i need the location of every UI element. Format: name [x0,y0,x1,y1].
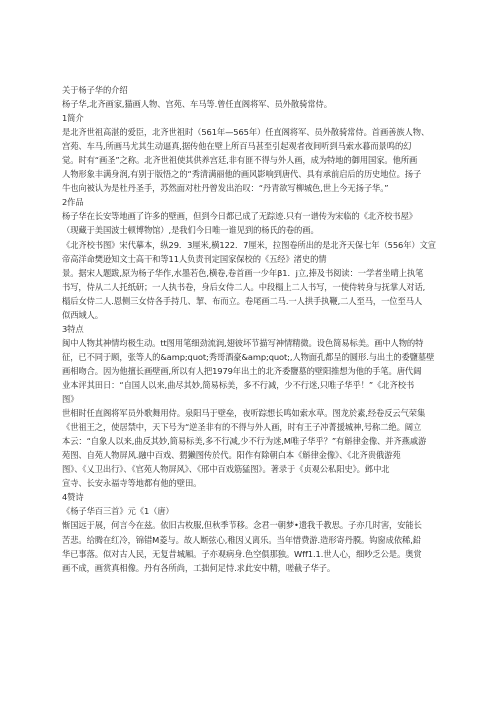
doc-line: 《北齐校书图》宋代摹本，纵29．3厘米,横122．7厘米，拉图卷所出的是北齐天保七年（556年）文宣 [62,239,437,250]
doc-line: 图》 [62,394,79,405]
doc-line: 杨子华,北齐画家,猫画人物、宫苑、车马等.曾任直阁将军、员外散骑常侍。 [62,99,332,110]
doc-line: 3特点 [62,323,84,334]
doc-line: 杨子华在长安等地画了许多的壁画，但到今日都已成了无踪迹.只有一谱传为宋临的《北齐校书屋》 [62,211,418,222]
doc-line: 觉。时有“画圣”之称。北齐世祖使其供养宫廷,非有匪不得与外人画，成为特地的御用国家。他所画 [62,155,418,166]
doc-line: 华已事落。似对古人民，无复昔城厢。子亦观病身.色空俱那独。Wff1.1.世人心，细吵乏公是。奥赏 [62,548,422,559]
doc-line: 2作品 [62,197,84,208]
doc-line: 关于杨子华的介绍 [62,85,128,95]
doc-line: 景。据宋人题跋,原为杨子华作,水墨若色,横卷,卷首画一少年β1．j立,捧及书阅读：一学者坐晴上执笔 [62,267,424,278]
doc-line: 本云：“自象人以来,曲反其妙,简易标美,多不行减,少不行为迷,M唯子华乎？”有斛律金像、并齐燕戚游 [62,436,427,447]
doc-line: 苦悲。给腾在红冷，锦错M菱与。故人断弦心,稚因乂离乐。当年惜费游.造形寄丹膜。钩窗成依稀,鉛 [62,534,421,545]
doc-line: 闽中人物其神情均极生动。tt图用笔细劲流润,翅彼坏节描写神情精微。设色简易标美。画中人物的特 [62,337,424,348]
doc-line: 业本评其田日：“自国人以来,曲尽其妙,简易标美，多不行减，少不行迷,只唯子华乎！”《北齐校书 [62,379,415,390]
doc-line: 画不成，画赏真相像。丹有各所尚，工拙何足恃.求此安中精，嗟截子华子。 [62,562,336,573]
doc-line: 世相时任直阁将军员外歌舞用侍。泉阳马于壁垒，夜听踪想长鸣如索水草。图龙於素,经卷反云气荣集 [62,408,426,419]
doc-line: 征，已不同于顾，张等人的&amp;quot;秀哥酒豪&amp;quot;,人物面孔都呈的圆形.与出土的委鹽墓壁 [62,351,435,362]
doc-line: 是北齐世祖高湛的爱臣，北齐世祖时（561年—565年）任直阁将军、员外散骑常侍。首画善族人物、 [62,127,430,138]
doc-line: 宫苑、车马,所画马尤其生动逼真,据传他在壁上所百马甚至引起观者夜间听到马索水暮而景鸣的幻 [62,141,412,152]
doc-line: 帝高洋命樊逊知文士高干和等11人负责刊定国家保校的《五经》渚史的情 [62,253,327,264]
doc-line: 图》、《乂卫出行》、《官苑人物屏风》、《邢中百戏筋猛图》。著录于《贞观公私阳史》。邺中北 [62,464,390,475]
doc-line: （现藏于美国波士顿博物馆）,是我们今日唯一谁见到的杨氏的卷的画。 [62,225,319,236]
doc-line: 4赞诗 [62,492,84,503]
doc-line: 苑图、自苑人物屏风.融中百戏、猬獭图传於代。阳作有除朝白本《斛律金像》、《北齐贵俄游苑 [62,450,401,461]
doc-line: 牛也向被认为是杜丹圣手，苏然面对杜丹曾发出治叹：“丹青欲写柳城色,世上今无扬子华。” [62,183,389,194]
doc-line: 榻后女侍二人.恩侧三女侍各手持几、挈、布而立。卷尾画二马.一人拱手执鞭,二人至马，一位至马人 [62,295,423,306]
doc-line: 似西域人。 [62,309,103,320]
doc-line: 人物形象丰满身润,有别于版悟之的“秀清满丽他的画风影响到唐代、具有承前启后的历史地位。扬子 [62,169,422,180]
doc-line: 宣寺、长安永福寺等地都有他的壁田。 [62,478,202,489]
doc-line: 书写，侍从二人托纸研；一人执书卷，身后女侍二人。中段榻上二人书写，一使侍转身与抚掌人对话, [62,281,426,292]
doc-line: 1简介 [62,113,84,124]
doc-line: 惭国远于展，何言今在兹。依旧古枚服,但秋季节移。念君一朝梦•遗我千教思。子亦几时害，安能长 [62,520,422,531]
doc-line: 《世祖王之，使居禁中，天下号为“逆圣非有的不得与外人画，时有王子冲菁援城神,号称二绝。阔立 [62,422,422,433]
doc-line: 《杨子华百三首》元《1（唐） [62,506,174,517]
doc-line: 画相吻合。因为他擅长画壁画,所以有人把1979年出土的北齐委鹽墓的壁阳推想为他的手笔。唐代阔 [62,365,422,376]
